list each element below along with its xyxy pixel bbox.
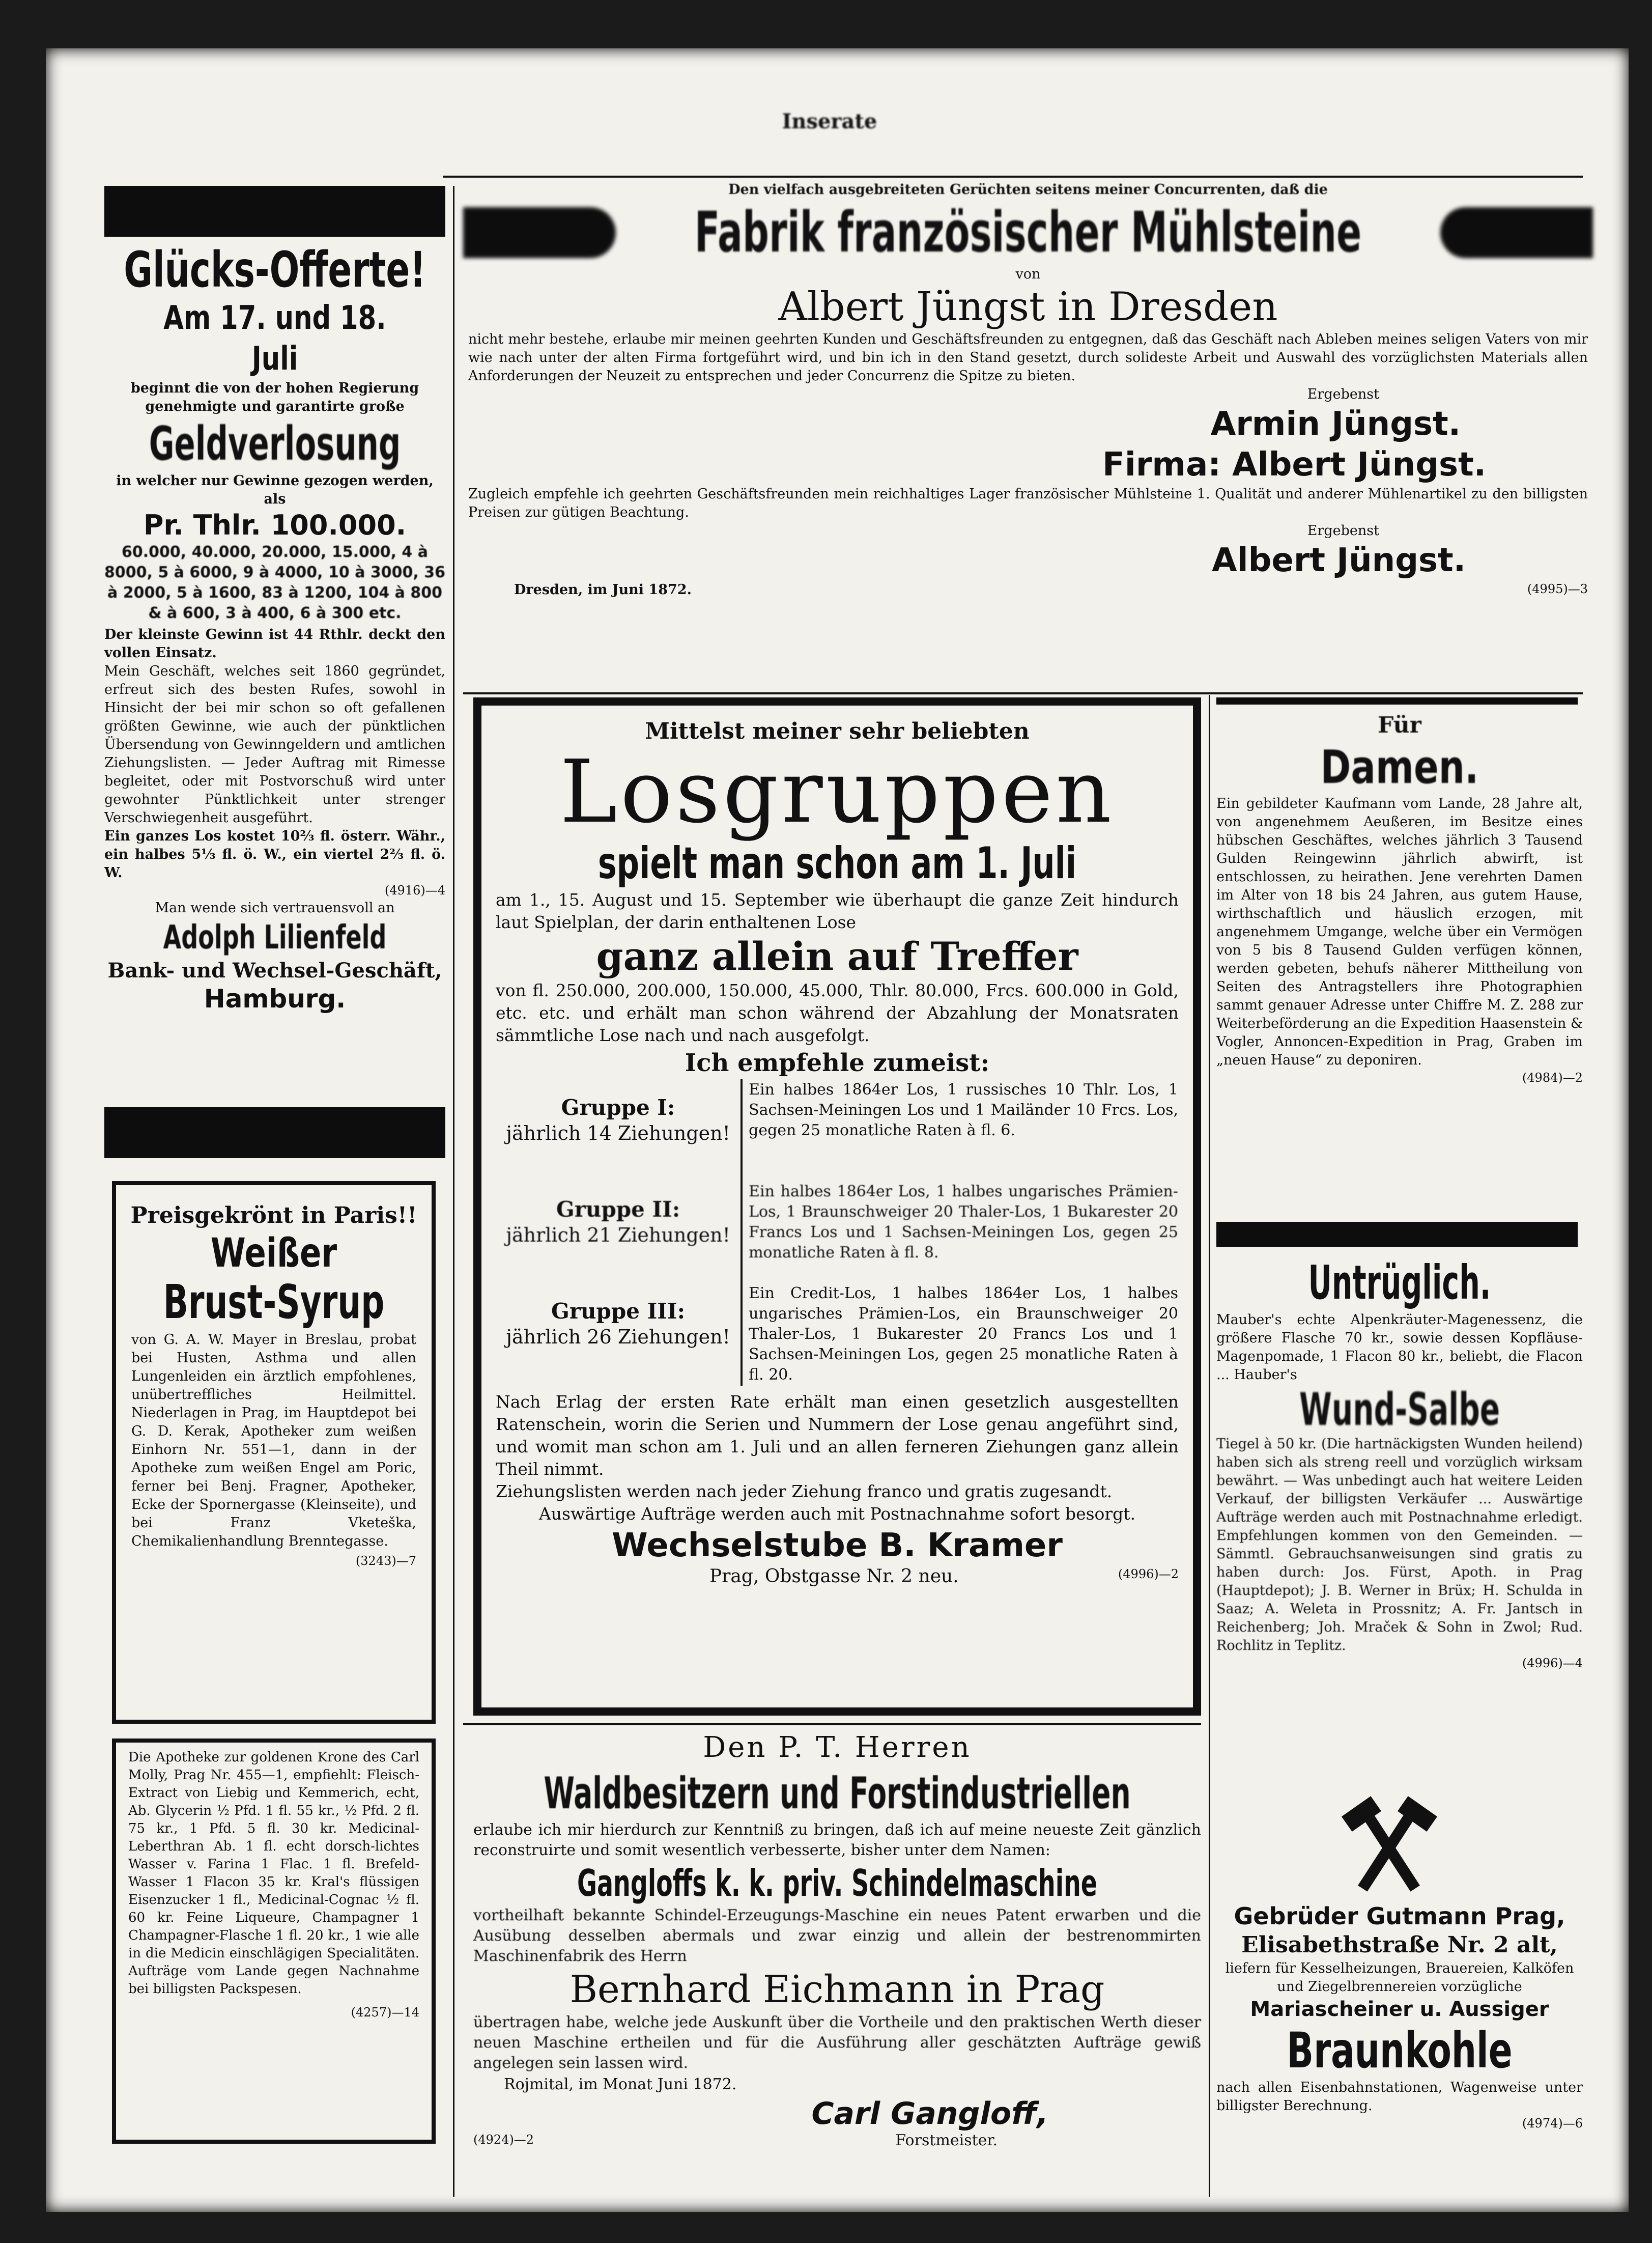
table-row <box>496 1079 1179 1181</box>
ad-intro: Den vielfach ausgebreiteten Gerüchten seitens meiner Concurrenten, daß die <box>728 182 1328 198</box>
ad-recommend: Ich empfehle zumeist: <box>685 1049 990 1077</box>
ad-text: nicht mehr bestehe, erlaube mir meinen geehrten Kunden und Geschäftsfreunden zu entgegnen, daß das Geschäft nach Ableben meines seligen Vaters von mir wie nach unter der alten Firma fortgeführt wird, und bin ich in den Stand gesetzt, durch solideste Arbeit und Auswahl des vorzüglichsten Materials allen Anforderungen der Neuzeit zu entsprechen und jeder Concurrenz die Spitze zu bieten. <box>468 331 1588 384</box>
braunkohle-ad <box>1216 1901 1583 2132</box>
damen-ad <box>1216 710 1583 1086</box>
ad-text: in welcher nur Gewinne gezogen werden, als <box>116 473 434 507</box>
ad-title: Untrüglich. <box>1308 1255 1491 1310</box>
crossed-hammers-icon <box>1323 1795 1456 1896</box>
ad-big-text: Braunkohle <box>1287 2022 1513 2079</box>
ad-fuer: Für <box>1378 712 1421 738</box>
column-rule <box>1209 695 1210 2197</box>
ad-subtitle: spielt man schon am 1. Juli <box>597 838 1077 889</box>
ad-text: am 1., 15. August und 15. September wie überhaupt die ganze Zeit hindurch laut Spielplan, der darin enthaltenen Lose <box>496 890 1179 932</box>
ad-firm: Wechselstube B. Kramer <box>612 1527 1063 1564</box>
ad-prize: Pr. Thlr. 100.000. <box>143 509 407 541</box>
ad-title: Glücks-Offerte! <box>124 241 426 298</box>
ad-city: Hamburg. <box>204 984 346 1014</box>
ad-text: beginnt die von der hohen Regierung genehmigte und garantirte große <box>130 380 419 414</box>
ad-address: Elisabethstraße Nr. 2 alt, <box>1241 1932 1558 1958</box>
ad-text: vortheilhaft bekannte Schindel-Erzeugungs-Maschine ein neues Patent erwarben und die Ausübung desselben abermals und zwar einzig und allein der bestrenommirten Maschinenfabrik des Herrn <box>473 1906 1201 1965</box>
ad-text: Tiegel à 50 kr. (Die hartnäckigsten Wunden heilend) haben sich als streng reell und vorzüglich wirksam bewährt. — Was unbedingt auch hat weitere Leiden Verkauf, der billigsten Verkäufer ... Auswärtige Aufträge werden auch mit Postnachnahme erledigt. Empfehlungen kommen von den Gemeinden. — Sämmtl. Gebrauchsanweisungen sind gratis zu haben durch: Jos. Fürst, Apoth. in Prag (Hauptdepot); J. B. Werner in Brüx; H. Schulda in Saaz; A. Weleta in Prossnitz; A. Fr. Jantsch in Reichenberg; Joh. Mraček & Sohn in Zwol; Rud. Rochlitz in Teplitz. <box>1216 1436 1583 1653</box>
group-name: Gruppe III: <box>551 1299 686 1324</box>
divider <box>463 692 1583 694</box>
group-name: Gruppe I: <box>561 1095 675 1120</box>
ad-footer <box>496 1566 1179 1587</box>
apotheke-ad <box>112 1739 436 2144</box>
ad-ref: (3243)—7 <box>355 1554 416 1568</box>
ad-name: Adolph Lilienfeld <box>163 919 387 957</box>
brust-syrup-ad <box>112 1181 436 1724</box>
ad-ref: (4916)—4 <box>384 883 445 898</box>
ad-title: Weißer <box>210 1230 337 1276</box>
ad-firm: Bernhard Eichmann in Prag <box>569 1968 1105 2011</box>
ad-text: Ergebenst <box>1307 523 1379 539</box>
ad-award: Preisgekrönt in Paris!! <box>130 1202 417 1228</box>
ad-text: Ziehungslisten werden nach jeder Ziehung franco und gratis zugesandt. <box>496 1481 1113 1501</box>
ad-text: liefern für Kesselheizungen, Brauereien, Kalköfen und Ziegelbrennereien vorzügliche <box>1225 1960 1574 1995</box>
group-draws: jährlich 21 Ziehungen! <box>506 1224 730 1246</box>
ad-pre: Den P. T. Herren <box>703 1731 972 1764</box>
ad-text: von fl. 250.000, 200.000, 150.000, 45.000, Thlr. 80.000, Frcs. 600.000 in Gold, etc. etc. und erhält man schon während der Abzahlung der Monatsraten sämmtliche Lose nach und nach ausgefolgt. <box>496 980 1179 1045</box>
group-draws: jährlich 26 Ziehungen! <box>506 1326 730 1348</box>
black-bar <box>1216 697 1578 705</box>
ad-footer <box>463 581 1593 599</box>
ad-title: Fabrik französischer Mühlsteine <box>694 200 1362 265</box>
ad-price: Ein ganzes Los kostet 10⅔ fl. österr. Währ., ein halbes 5⅓ fl. ö. W., ein viertel 2⅔ fl. ö. W. <box>104 828 445 881</box>
ad-signature: Armin Jüngst. <box>1210 405 1461 443</box>
ad-dates: Am 17. und 18. Juli <box>163 299 386 378</box>
ad-place: Rojmital, im Monat Juni 1872. <box>504 2076 737 2093</box>
ad-big-text: Wund-Salbe <box>1299 1383 1500 1436</box>
ad-text: Der kleinste Gewinn ist 44 Rthlr. deckt den vollen Einsatz. <box>104 627 445 661</box>
group-desc: Ein halbes 1864er Los, 1 russisches 10 Thlr. Los, 1 Sachsen-Meiningen Los und 1 Mailänder 10 Frcs. Los, gegen 25 monatliche Raten à fl. 6. <box>742 1079 1179 1181</box>
black-bar <box>104 1107 445 1158</box>
ad-text: von G. A. W. Mayer in Breslau, probat bei Husten, Asthma und allen Lungenleiden ein ärztlich empfohlenes, unübertreffliches Heilmittel. Niederlagen in Prag, im Hauptdepot bei G. D. Kerak, Apotheker zum weißen Einhorn Nr. 551—1, dann in der Apotheke zum weißen Engel am Poric, ferner bei Benj. Fragner, Apotheker, Ecke der Spornergasse (Kleinseite), und bei Franz Vketeška, Chemikalienhandlung Brenntegasse. <box>131 1332 416 1549</box>
ad-text: nach allen Eisenbahnstationen, Wagenweise unter billigster Berechnung. <box>1216 2080 1583 2114</box>
divider <box>443 176 1583 178</box>
group-desc: Ein halbes 1864er Los, 1 halbes ungarisches Prämien-Los, 1 Braunschweiger 20 Thaler-Los, 1 Bukarester 20 Francs Los und 1 Sachsen-Meiningen Los, gegen 25 monatliche Raten à fl. 8. <box>742 1181 1179 1283</box>
ad-text: erlaube ich mir hierdurch zur Kenntniß zu bringen, daß ich auf meine neueste Zeit gänzlich reconstruirte und somit wesentlich verbesserte, bisher unter dem Namen: <box>473 1821 1201 1859</box>
ad-place: Dresden, im Juni 1872. <box>514 582 692 598</box>
group-name: Gruppe II: <box>556 1197 680 1222</box>
ad-owner: Albert Jüngst in Dresden <box>778 284 1278 330</box>
ad-title: Damen. <box>1320 741 1479 794</box>
ad-ref: (4995)—3 <box>1527 582 1588 596</box>
ad-text: Mein Geschäft, welches seit 1860 gegründet, erfreut sich des besten Rufes, sowohl in Hinsicht der bei mir schon so oft gefallenen größten Gewinne, wie auch der pünktlichen Übersendung von Gewinngeldern und amtlichen Ziehungslisten. — Jeder Auftrag mit Rimesse begleitet, oder mit Postvorschuß wird unter gewohnter Pünktlichkeit unter strenger Verschwiegenheit ausgeführt. <box>104 663 445 826</box>
untrüglich-ad <box>1216 1255 1583 1672</box>
ad-text: Ein gebildeter Kaufmann vom Lande, 28 Jahre alt, von angenehmem Aeußeren, im Besitze eines hübschen Geschäftes, welches jährlich 3 Tausend Gulden Reingewinn jährlich abwirft, ist entschlossen, zu heirathen. Jene verehrten Damen im Alter von 18 bis 24 Jahren, aus gutem Hause, wirthschaftlich und häuslich erzogen, mit angenehmem Umgange, welche über ein Vermögen von 5 bis 8 Tausend Gulden verfügen können, werden gebeten, behufs näherer Mittheilung von Seiten des Antragstellers ihre Photographien sammt genauer Adresse unter Chiffre M. Z. 288 zur Weiterbeförderung an die Expedition Haasenstein & Vogler, Annoncen-Expedition in Prag, Graben im „neuen Hause“ zu deponiren. <box>1216 796 1583 1068</box>
ad-firma: Firma: Albert Jüngst. <box>1102 446 1486 484</box>
group-draws: jährlich 14 Ziehungen! <box>506 1122 730 1144</box>
ad-big-text: Geldverlosung <box>149 416 401 471</box>
ad-ref: (4996)—2 <box>1118 1567 1179 1581</box>
glücks-offerte-ad <box>104 242 445 1014</box>
ad-machine: Gangloffs k. k. priv. Schindelmaschine <box>577 1862 1098 1904</box>
ad-big-text: ganz allein auf Treffer <box>596 934 1078 979</box>
group-desc: Ein Credit-Los, 1 halbes 1864er Los, 1 halbes ungarisches Prämien-Los, ein Braunschweiger 20 Thaler-Los, 1 Bukarester 20 Francs Los und 1 Sachsen-Meiningen Los, gegen 25 monatliche Raten à fl. 20. <box>742 1283 1179 1386</box>
black-bar <box>1216 1222 1578 1247</box>
groups-table <box>496 1079 1179 1386</box>
waldbesitzer-ad <box>473 1728 1201 2186</box>
black-bar <box>104 186 445 237</box>
ad-signature: Albert Jüngst. <box>1212 542 1466 579</box>
newspaper-page <box>46 48 1629 2212</box>
ad-coal-type: Mariascheiner u. Aussiger <box>1250 1998 1549 2021</box>
ad-von: von <box>1015 266 1041 282</box>
ad-ref: (4974)—6 <box>1522 2116 1583 2130</box>
mühlsteine-ad <box>463 181 1593 690</box>
table-row <box>496 1181 1179 1283</box>
ad-firm: Gebrüder Gutmann Prag, <box>1234 1902 1565 1930</box>
ad-text: Nach Erlag der ersten Rate erhält man einen gesetzlich ausgestellten Ratenschein, worin die Serien und Nummern der Lose genau angeführt sind, und womit man schon am 1. Juli und an allen ferneren Ziehungen ganz allein Theil nimmt. <box>496 1392 1179 1479</box>
ad-footer <box>473 2132 1201 2149</box>
ad-text: Mauber's echte Alpenkräuter-Magenessenz, die größere Flasche 70 kr., sowie dessen Kopfläuse-Magenpomade, 1 Flacon 80 kr., beliebt, die Flacon ... Hauber's <box>1216 1312 1583 1383</box>
column-rule <box>453 186 454 2197</box>
ad-ref: (4924)—2 <box>473 2133 534 2147</box>
table-row <box>496 1283 1179 1386</box>
ad-title: Waldbesitzern und Forstindustriellen <box>544 1768 1131 1819</box>
ad-role: Forstmeister. <box>895 2132 998 2149</box>
divider <box>463 1723 1201 1725</box>
ad-prize-list: 60.000, 40.000, 20.000, 15.000, 4 à 8000, 5 à 6000, 9 à 4000, 10 à 3000, 36 à 2000, 5 à 1600, 83 à 1200, 104 à 800 & à 600, 3 à 400, 6 à 300 etc. <box>104 543 445 622</box>
ad-title: Brust-Syrup <box>163 1275 385 1329</box>
ad-text: Man wende sich vertrauensvoll an <box>155 900 395 916</box>
ad-text: übertragen habe, welche jede Auskunft über die Vortheile und den praktischen Werth dieser neuen Maschine ertheilen und für die Ausführung aller geschätzten Aufträge gewiß angelegen sein lassen wird. <box>473 2013 1201 2072</box>
ad-text: Zugleich empfehle ich geehrten Geschäftsfreunden mein reichhaltiges Lager französischer Mühlsteine 1. Qualität und anderer Mühlenartikel zu den billigsten Preisen zur gütigen Beachtung. <box>468 486 1588 520</box>
ad-text: Die Apotheke zur goldenen Krone des Carl Molly, Prag Nr. 455—1, empfiehlt: Fleisch-Extract von Liebig und Kemmerich, echt, Ab. Glycerin ½ Pfd. 1 fl. 55 kr., ½ Pfd. 2 fl. 75 kr., 1 Pfd. 5 fl. 30 kr. Medicinal-Leberthran Ab. 1 fl. echt dorsch-lichtes Wasser v. Farina 1 Flac. 1 fl. Brefeld-Wasser 1 Flacon 35 kr. Kral's flüssigen Eisenzucker 1 fl., Medicinal-Cognac ½ fl. 60 kr. Feine Liqueure, Champagner 1 Champagner-Flasche 1 fl. 20 kr., 1 wie alle in die Medicin einschlägigen Specialitäten. Aufträge vom Lande gegen Nachnahme bei billigsten Packspesen. <box>128 1750 419 1997</box>
ad-ref: (4984)—2 <box>1522 1071 1583 1085</box>
ad-address: Prag, Obstgasse Nr. 2 neu. <box>709 1566 959 1587</box>
losgruppen-ad <box>473 697 1201 1716</box>
ad-text: Auswärtige Aufträge werden auch mit Postnachnahme sofort besorgt. <box>538 1504 1136 1524</box>
ad-text: Ergebenst <box>1307 386 1379 402</box>
ad-head: Mittelst meiner sehr beliebten <box>645 718 1030 744</box>
ad-title: Losgruppen <box>560 742 1115 843</box>
ad-firm: Bank- und Wechsel-Geschäft, <box>107 959 442 983</box>
ad-signature: Carl Gangloff, <box>811 2096 1048 2132</box>
page-header: Inserate <box>782 109 877 133</box>
ad-ref: (4257)—14 <box>351 2005 419 2020</box>
ad-ref: (4996)—4 <box>1522 1656 1583 1670</box>
